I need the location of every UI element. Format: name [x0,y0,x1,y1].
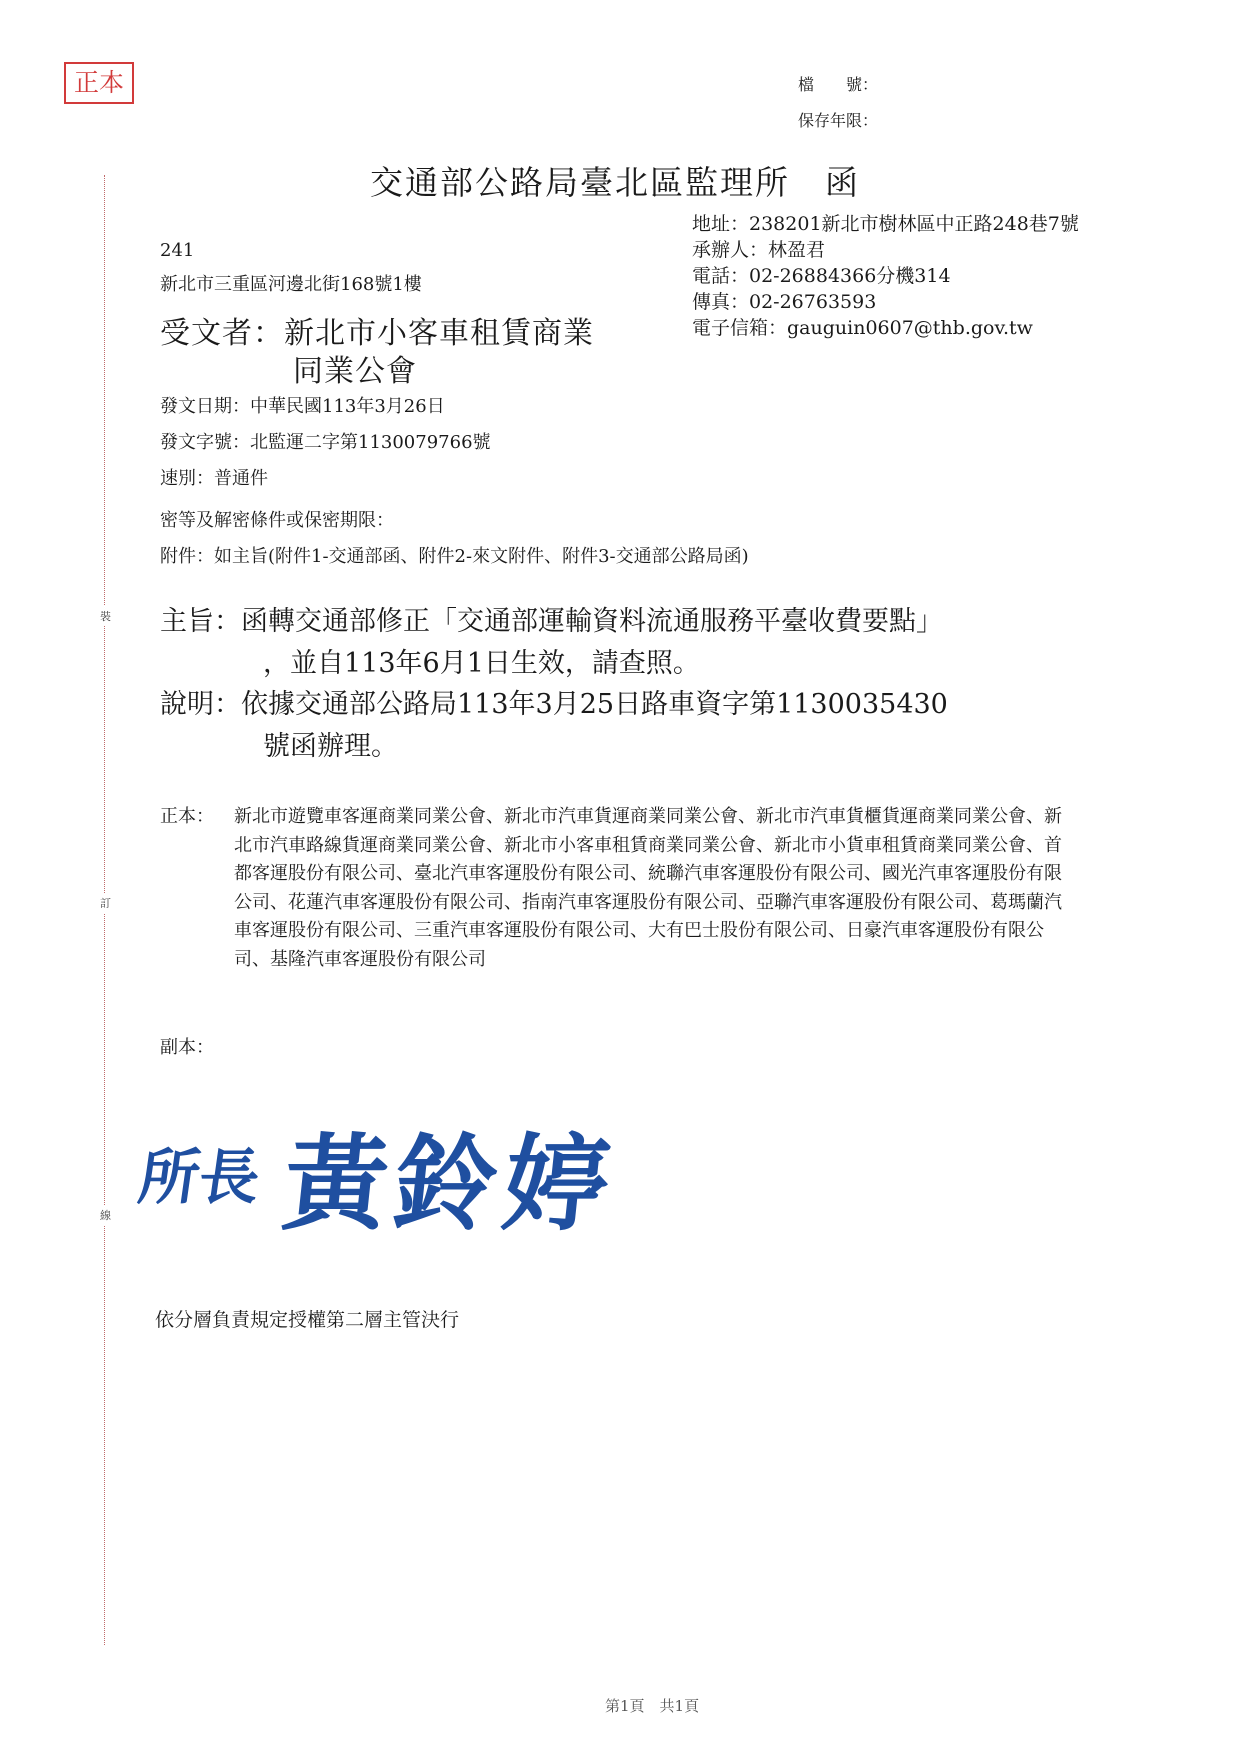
sender-address: 地址：238201新北市樹林區中正路248巷7號 [692,213,1079,235]
fax: 傳真：02-26763593 [692,291,877,313]
doc-number-label: 檔 號： [798,75,879,94]
original-copy-stamp: 正本 [64,62,134,104]
delivery-speed: 速別：普通件 [160,468,268,489]
signature-name: 黃鈴婷 [277,1122,621,1245]
attachments: 附件：如主旨(附件1-交通部函、附件2-來文附件、附件3-交通部公路局函) [160,546,749,567]
subject-line2: ，並自113年6月1日生效，請查照。 [263,648,700,679]
retention-label: 保存年限： [798,111,879,130]
delegation-note: 依分層負責規定授權第二層主管決行 [155,1309,460,1331]
document-number: 發文字號：北監運二字第1130079766號 [160,432,491,453]
margin-mark-line: 線 [100,1205,111,1225]
issue-date: 發文日期：中華民國113年3月26日 [160,396,445,417]
recipient-postal-code: 241 [160,240,195,261]
signature-title: 所長 [134,1143,265,1213]
handler: 承辦人：林盈君 [692,239,826,261]
recipient-address: 新北市三重區河邊北街168號1樓 [160,274,422,295]
email[interactable]: 電子信箱：gauguin0607@thb.gov.tw [692,317,1033,339]
margin-mark-staple: 訂 [100,893,111,913]
page-number: 第1頁 共1頁 [605,1697,700,1715]
margin-mark-bind: 裝 [100,606,111,626]
recipient-line2: 同業公會 [293,354,417,389]
phone: 電話：02-26884366分機314 [692,265,951,287]
secrecy-level: 密等及解密條件或保密期限： [160,510,394,531]
copy-recipients-label: 副本： [160,1037,214,1058]
original-recipients-label: 正本： [160,806,214,827]
subject-line1: 主旨：函轉交通部修正「交通部運輸資料流通服務平臺收費要點」 [160,606,943,637]
original-recipients-list: 新北市遊覽車客運商業同業公會、新北市汽車貨運商業同業公會、新北市汽車貨櫃貨運商業同業公會、新北市汽車路線貨運商業同業公會、新北市小客車租賃商業同業公會、新北市小貨車租賃商業同業公會、首都客運股份有限公司、臺北汽車客運股份有限公司、統聯汽車客運股份有限公司、國光汽車客運股份有限公司、花蓮汽車客運股份有限公司、指南汽車客運股份有限公司、亞聯汽車客運股份有限公司、葛瑪蘭汽車客運股份有限公司、三重汽車客運股份有限公司、大有巴士股份有限公司、日豪汽車客運股份有限公司、基隆汽車客運股份有限公司 [234,806,1062,970]
recipient-line1: 受文者：新北市小客車租賃商業 [160,316,594,351]
document-title: 交通部公路局臺北區監理所 函 [370,163,860,202]
explanation-line1: 說明：依據交通部公路局113年3月25日路車資字第1130035430 [160,689,948,720]
explanation-line2: 號函辦理。 [263,731,398,762]
